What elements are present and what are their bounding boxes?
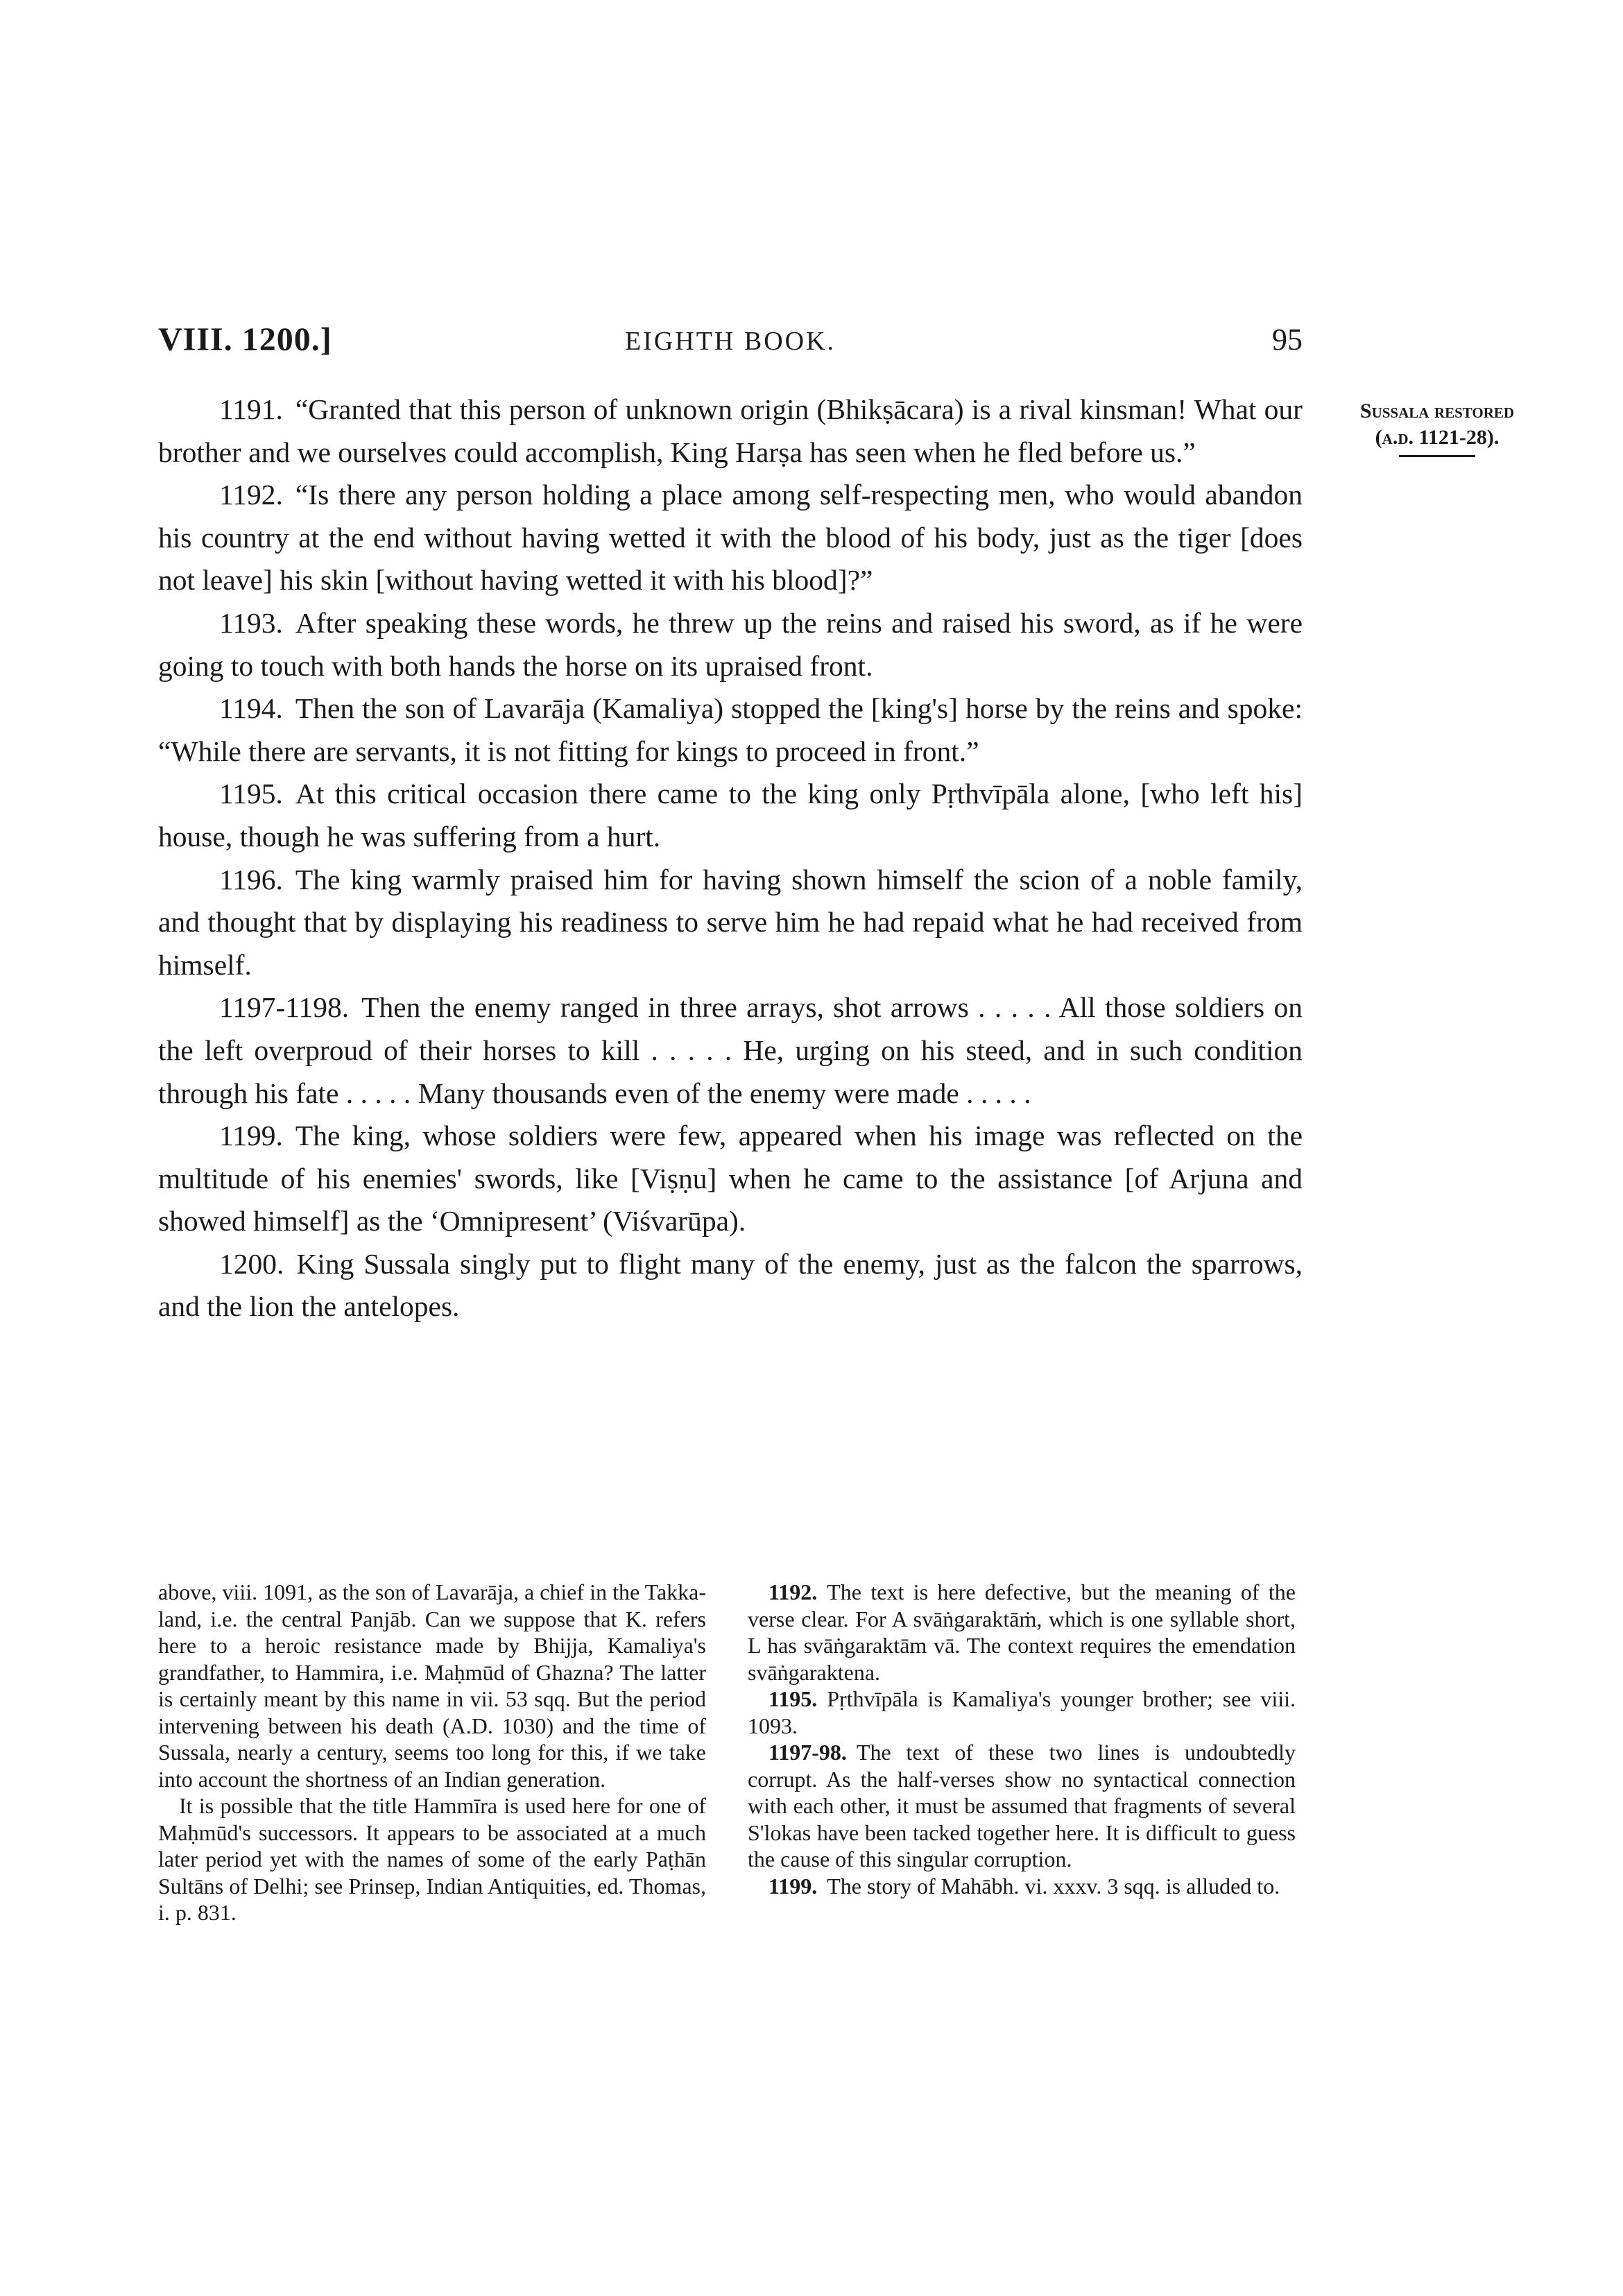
verse-number: 1196. — [219, 863, 283, 896]
verse-text: Then the son of Lavarāja (Kamaliya) stopped the [king's] horse by the reins and spoke: “While there are servants, it is not fitting for kings to proceed in front.” — [158, 692, 1303, 767]
verse-text: King Sussala singly put to flight many of the enemy, just as the falcon the sparrows, and the lion the antelopes. — [158, 1247, 1303, 1323]
verse-1192 — [158, 474, 1303, 602]
margin-note-rule — [1399, 455, 1475, 457]
footnote-text: The text of these two lines is undoubtedly corrupt. As the half-verses show no syntactical connection with each other, it must be assumed that fragments of several S'lokas have been tacked together here. It is difficult to guess the cause of this singular corruption. — [748, 1740, 1296, 1871]
verse-1193 — [158, 602, 1303, 687]
verse-text: “Granted that this person of unknown origin (Bhikṣācara) is a rival kinsman! What our brother and we ourselves could accomplish, King Harṣa has seen when he fled before us.” — [158, 393, 1303, 468]
verse-1196 — [158, 859, 1303, 987]
footnotes-left-column — [158, 1579, 706, 1926]
footnote-text: The story of Mahābh. vi. xxxv. 3 sqq. is alluded to. — [827, 1873, 1280, 1899]
verse-number: 1194. — [219, 692, 283, 725]
margin-note — [1340, 398, 1534, 457]
footnote-1192 — [748, 1579, 1296, 1686]
verse-1200 — [158, 1243, 1303, 1328]
verse-1197-1198 — [158, 986, 1303, 1115]
footnote-number: 1197-98. — [768, 1740, 847, 1765]
verse-number: 1200. — [219, 1247, 284, 1280]
footnote-paragraph: It is possible that the title Hammīra is used here for one of Maḥmūd's successors. It appears to be associated at a much later period yet with the names of some of the early Paṭhān Sultāns of Delhi; see Prinsep, Indian Antiquities, ed. Thomas, i. p. 831. — [158, 1793, 706, 1925]
verse-number: 1193. — [219, 606, 283, 639]
footnote-paragraph: above, viii. 1091, as the son of Lavarāja, a chief in the Takka-land, i.e. the central Panjāb. Can we suppose that K. refers here to a heroic resistance made by Bhijja, Kamaliya's grandfather, to Hammira, i.e. Maḥmūd of Ghazna? The latter is certainly meant by this name in vii. 53 sqq. But the period intervening between his death (A.D. 1030) and the time of Sussala, nearly a century, seems too long for this, if we take into account the shortness of an Indian generation. — [158, 1579, 706, 1792]
verse-text: The king, whose soldiers were few, appeared when his image was reflected on the multitude of his enemies' swords, like [Viṣṇu] when he came to the assistance [of Arjuna and showed himself] as the ‘Omnipresent’ (Viśvarūpa). — [158, 1120, 1303, 1237]
verse-1199 — [158, 1115, 1303, 1243]
footnote-text: Pṛthvīpāla is Kamaliya's younger brother; see viii. 1093. — [748, 1686, 1296, 1738]
footnotes-right-column — [748, 1579, 1296, 1899]
running-head — [158, 320, 1303, 369]
verse-number: 1195. — [219, 778, 283, 810]
margin-note-title: Sussala restored — [1359, 400, 1515, 422]
footnote-1199 — [748, 1873, 1296, 1900]
verse-1194 — [158, 687, 1303, 773]
section-reference: VIII. 1200.] — [158, 321, 332, 358]
book-title: EIGHTH BOOK. — [624, 327, 836, 356]
verse-text: At this critical occasion there came to the king only Pṛthvīpāla alone, [who left his] house, though he was suffering from a hurt. — [158, 778, 1303, 853]
verse-text: The king warmly praised him for having shown himself the scion of a noble family, and thought that by displaying his readiness to serve him he had repaid what he had received from himself. — [158, 863, 1303, 981]
verse-number: 1192. — [219, 479, 283, 511]
footnote-number: 1192. — [768, 1579, 818, 1604]
verse-text: Then the enemy ranged in three arrays, shot arrows . . . . . All those soldiers on the left overproud of their horses to kill . . . . . He, urging on his steed, and in such condition through his fate . . . . . Many thousands even of the enemy were made . . . . . — [158, 991, 1303, 1109]
verse-number: 1197-1198. — [219, 991, 350, 1024]
page-number: 95 — [1272, 323, 1303, 357]
footnotes — [158, 1579, 1303, 2023]
footnote-1195 — [748, 1686, 1296, 1739]
footnote-number: 1199. — [768, 1873, 818, 1899]
verse-text: After speaking these words, he threw up the reins and raised his sword, as if he were going to touch with both hands the horse on its upraised front. — [158, 606, 1303, 682]
footnote-text: The text is here defective, but the meaning of the verse clear. For A svāṅgaraktāṁ, which is one syllable short, L has svāṅgaraktām vā. The context requires the emendation svāṅgaraktena. — [748, 1579, 1296, 1685]
verse-1195 — [158, 773, 1303, 858]
verse-text: “Is there any person holding a place among self-respecting men, who would abandon his country at the end without having wetted it with the blood of his body, just as the tiger [does not leave] his skin [without having wetted it with his blood]?” — [158, 479, 1303, 597]
footnote-1197-98 — [748, 1739, 1296, 1873]
verse-1191 — [158, 388, 1303, 474]
margin-note-dates: (a.d. 1121-28). — [1375, 426, 1500, 449]
footnote-number: 1195. — [768, 1686, 818, 1711]
verse-number: 1191. — [219, 393, 283, 425]
main-text — [158, 388, 1303, 1328]
verse-number: 1199. — [219, 1120, 283, 1152]
